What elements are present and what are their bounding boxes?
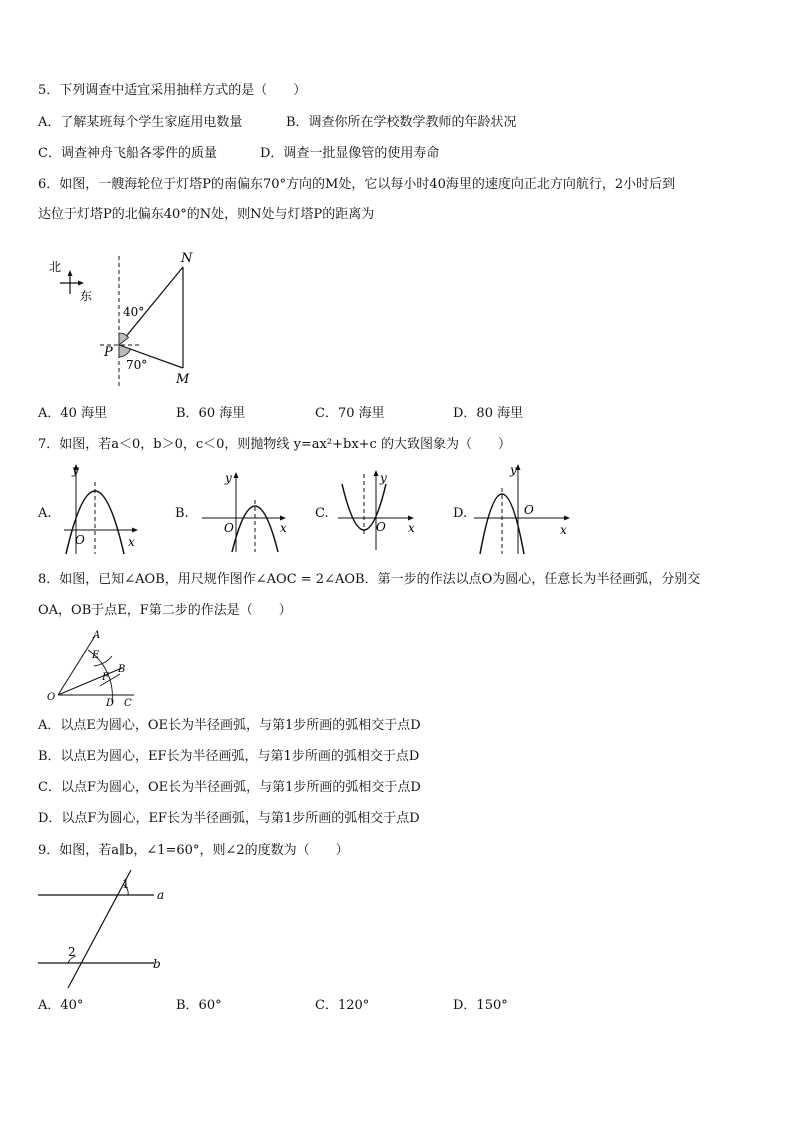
svg-text:D: D: [106, 698, 115, 709]
q9-option-c: C．120°: [315, 998, 370, 1013]
svg-text:x: x: [408, 521, 415, 535]
q7-label-d: D.: [453, 506, 468, 521]
q9-option-b: B．60°: [176, 998, 222, 1013]
q6-figure: [40, 248, 210, 388]
svg-text:y: y: [510, 463, 517, 477]
svg-text:y: y: [380, 471, 387, 485]
q9-figure: [36, 868, 170, 988]
svg-text:O: O: [75, 533, 85, 547]
q6-option-c: C．70 海里: [315, 406, 385, 421]
svg-text:C: C: [124, 698, 132, 709]
svg-text:x: x: [128, 535, 135, 549]
compass-north-label: 北: [49, 260, 62, 274]
q9-option-d: D．150°: [453, 998, 508, 1013]
q5-option-d: D．调查一批显像管的使用寿命: [260, 146, 440, 161]
svg-text:O: O: [524, 503, 534, 517]
svg-text:E: E: [92, 650, 100, 661]
q5-stem: 5．下列调查中适宜采用抽样方式的是（ ）: [38, 83, 307, 98]
q7-graph-d: [472, 462, 574, 557]
q8-stem-line1: 8．如图，已知∠AOB，用尺规作图作∠AOC = 2∠AOB．第一步的作法以点O为圆心，任意长为半径画弧，分别交: [38, 572, 701, 587]
angle-1-label: 1: [122, 877, 130, 891]
svg-text:F: F: [102, 672, 109, 683]
svg-text:O: O: [47, 692, 56, 703]
q6-option-d: D．80 海里: [453, 406, 524, 421]
svg-text:x: x: [280, 521, 287, 535]
svg-text:A: A: [93, 630, 101, 641]
q7-label-c: C.: [315, 506, 329, 521]
point-M-label: M: [176, 372, 190, 387]
svg-text:O: O: [376, 520, 386, 534]
point-P-label: P: [104, 345, 113, 360]
q7-label-b: B.: [175, 506, 189, 521]
compass-east-label: 东: [80, 289, 93, 303]
angle-2-label: 2: [68, 945, 76, 959]
q8-option-c: C．以点F为圆心，OE长为半径画弧，与第1步所画的弧相交于点D: [38, 780, 421, 795]
svg-text:x: x: [560, 523, 567, 537]
q9-option-a: A．40°: [38, 998, 84, 1013]
angle-70-label: 70°: [126, 358, 148, 372]
q6-stem-line1: 6．如图，一艘海轮位于灯塔P的南偏东70°方向的M处，它以每小时40海里的速度向正北方向航行，2小时后到: [38, 177, 676, 192]
q5-option-a: A．了解某班每个学生家庭用电数量: [38, 115, 243, 130]
q6-stem-line2: 达位于灯塔P的北偏东40°的N处，则N处与灯塔P的距离为: [38, 207, 375, 222]
angle-70-arc: [119, 345, 130, 357]
line-a-label: a: [157, 888, 165, 902]
point-N-label: N: [181, 251, 193, 266]
q7-graph-a: [62, 462, 140, 557]
svg-text:B: B: [118, 664, 126, 675]
q7-graph-c: [336, 468, 418, 552]
q7-graph-b: [200, 470, 290, 554]
q7-stem: 7．如图，若a＜0，b＞0，c＜0，则抛物线 y=ax²+bx+c 的大致图象为（ ）: [38, 437, 511, 452]
svg-text:O: O: [224, 521, 234, 535]
q5-option-c: C．调查神舟飞船各零件的质量: [38, 146, 217, 161]
q8-figure: [40, 628, 150, 708]
svg-text:y: y: [225, 471, 232, 485]
q8-option-d: D．以点F为圆心，EF长为半径画弧，与第1步所画的弧相交于点D: [38, 811, 420, 826]
q9-stem: 9．如图，若a∥b，∠1=60°，则∠2的度数为（ ）: [38, 843, 349, 858]
q8-stem-line2: OA，OB于点E，F第二步的作法是（ ）: [38, 603, 292, 618]
q6-option-b: B．60 海里: [176, 406, 246, 421]
q6-option-a: A．40 海里: [38, 406, 108, 421]
q7-label-a: A.: [38, 506, 52, 521]
angle-40-label: 40°: [123, 305, 145, 319]
ray-OA: [58, 636, 95, 695]
svg-text:y: y: [72, 463, 79, 477]
q8-option-a: A．以点E为圆心，OE长为半径画弧，与第1步所画的弧相交于点D: [38, 718, 421, 733]
line-b-label: b: [153, 957, 161, 971]
q8-option-b: B．以点E为圆心，EF长为半径画弧，与第1步所画的弧相交于点D: [38, 749, 420, 764]
q5-option-b: B．调查你所在学校数学教师的年龄状况: [286, 115, 517, 130]
